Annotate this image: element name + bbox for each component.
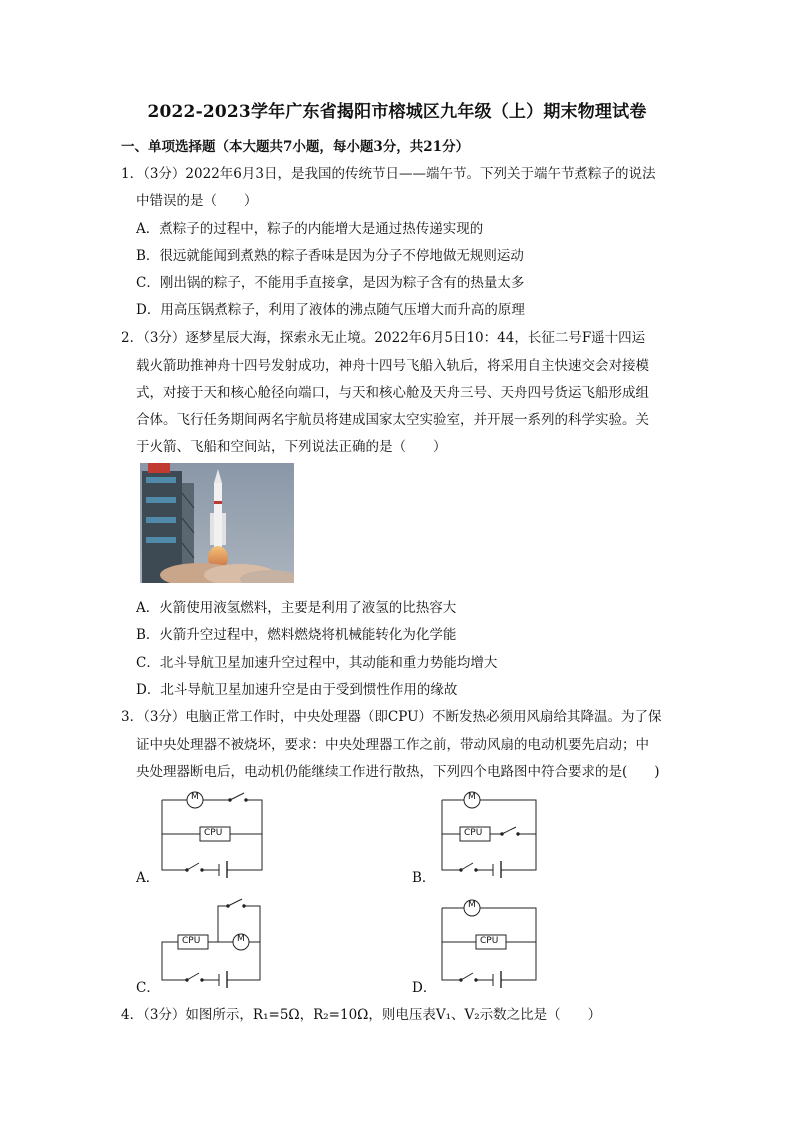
circuit-d-diagram — [438, 896, 542, 988]
q3-stem-line-3: 央处理器断电后，电动机仍能继续工作进行散热，下列四个电路图中符合要求的是( ) — [136, 764, 660, 780]
q1-stem-line-1: 1．（3分）2022年6月3日，是我国的传统节日——端午节。下列关于端午节煮粽子的说法 — [121, 166, 656, 182]
circuit-d-cpu-label: CPU — [480, 936, 499, 946]
q2-option-a: A．火箭使用液氢燃料，主要是利用了液氢的比热容大 — [136, 600, 457, 616]
q2-stem-line-1: 2．（3分）逐梦星辰大海，探索永无止境。2022年6月5日10：44，长征二号F遥十四运 — [121, 330, 646, 346]
rocket-launch-photo — [140, 463, 294, 583]
q1-stem-line-2: 中错误的是（ ） — [136, 193, 258, 209]
circuit-a-diagram — [158, 788, 268, 878]
page-title: 2022-2023学年广东省揭阳市榕城区九年级（上）期末物理试卷 — [147, 102, 647, 122]
circuit-b-label: B． — [412, 870, 436, 886]
q2-stem-line-4: 合体。飞行任务期间两名宇航员将建成国家太空实验室，并开展一系列的科学实验。关 — [136, 412, 649, 428]
q2-option-b: B．火箭升空过程中，燃料燃烧将机械能转化为化学能 — [136, 627, 457, 643]
circuit-c-diagram — [158, 896, 268, 988]
q2-option-c: C．北斗导航卫星加速升空过程中，其动能和重力势能均增大 — [136, 655, 498, 671]
circuit-b-motor-label: M — [468, 792, 476, 802]
q2-stem-line-5: 于火箭、飞船和空间站，下列说法正确的是（ ） — [136, 439, 447, 455]
circuit-c-motor-label: M — [237, 934, 245, 944]
circuit-a-label: A． — [136, 870, 160, 886]
circuit-d-label: D． — [412, 980, 437, 996]
q1-option-a: A．煮粽子的过程中，粽子的内能增大是通过热传递实现的 — [136, 221, 484, 237]
circuit-a-motor-label: M — [191, 792, 199, 802]
section-heading: 一、单项选择题（本大题共7小题，每小题3分，共21分） — [121, 139, 470, 155]
q1-option-c: C．刚出锅的粽子，不能用手直接拿，是因为粽子含有的热量太多 — [136, 275, 525, 291]
q4-stem-line-1: 4．（3分）如图所示，R₁=5Ω，R₂=10Ω，则电压表V₁、V₂示数之比是（ ） — [121, 1007, 602, 1023]
circuit-a-cpu-label: CPU — [204, 828, 223, 838]
circuit-b-cpu-label: CPU — [464, 828, 483, 838]
circuit-c-label: C． — [136, 980, 160, 996]
q1-option-d: D．用高压锅煮粽子，利用了液体的沸点随气压增大而升高的原理 — [136, 302, 525, 318]
q3-stem-line-2: 证中央处理器不被烧坏，要求：中央处理器工作之前，带动风扇的电动机要先启动；中 — [136, 737, 649, 753]
q3-stem-line-1: 3．（3分）电脑正常工作时，中央处理器（即CPU）不断发热必须用风扇给其降温。为了保 — [121, 709, 662, 725]
q2-stem-line-3: 式，对接于天和核心舱径向端口，与天和核心舱及天舟三号、天舟四号货运飞船形成组 — [136, 385, 649, 401]
circuit-d-motor-label: M — [468, 900, 476, 910]
q2-option-d: D．北斗导航卫星加速升空是由于受到惯性作用的缘故 — [136, 682, 458, 698]
circuit-c-cpu-label: CPU — [182, 936, 201, 946]
q1-option-b: B．很远就能闻到煮熟的粽子香味是因为分子不停地做无规则运动 — [136, 248, 524, 264]
q2-stem-line-2: 载火箭助推神舟十四号发射成功，神舟十四号飞船入轨后，将采用自主快速交会对接模 — [136, 358, 649, 374]
circuit-b-diagram — [438, 788, 542, 878]
